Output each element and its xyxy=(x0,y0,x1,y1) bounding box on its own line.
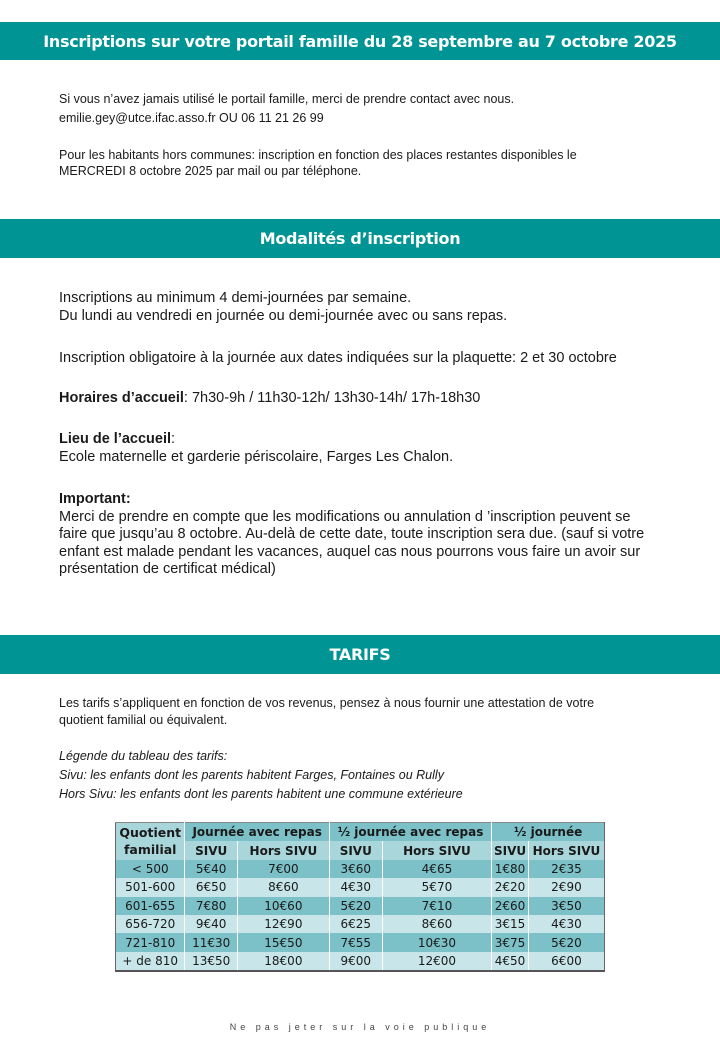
price-cell: 2€35 xyxy=(528,860,604,878)
modalites-line: Du lundi au vendredi en journée ou demi-journée avec ou sans repas. xyxy=(59,308,508,324)
price-cell: 2€20 xyxy=(492,878,529,896)
price-cell: 11€30 xyxy=(185,933,237,951)
price-cell: 6€25 xyxy=(329,915,382,933)
price-cell: 5€20 xyxy=(528,933,604,951)
price-cell: 10€30 xyxy=(382,933,492,951)
intro-hors-communes xyxy=(59,147,679,179)
price-cell: 6€00 xyxy=(528,952,604,971)
price-cell: 13€50 xyxy=(185,952,237,971)
quotient-cell: 501-600 xyxy=(116,878,185,896)
legend-sivu: Sivu: les enfants dont les parents habitent Farges, Fontaines ou Rully xyxy=(59,768,444,782)
quotient-header xyxy=(116,823,185,860)
price-cell: 2€60 xyxy=(492,897,529,915)
price-cell: 10€60 xyxy=(237,897,329,915)
sub-header: SIVU xyxy=(185,841,237,859)
price-cell: 1€80 xyxy=(492,860,529,878)
tarif-row xyxy=(116,897,605,915)
price-cell: 3€75 xyxy=(492,933,529,951)
quotient-header-line: Quotient xyxy=(119,825,182,841)
group-header: Journée avec repas xyxy=(185,823,329,842)
important-line: présentation de certificat médical) xyxy=(59,561,276,577)
important-line: Merci de prendre en compte que les modifications ou annulation d ’inscription peuvent se xyxy=(59,508,631,525)
price-cell: 7€00 xyxy=(237,860,329,878)
modalites-minimum xyxy=(59,289,679,325)
price-cell: 12€90 xyxy=(237,915,329,933)
tarifs-table xyxy=(115,822,605,972)
price-cell: 3€15 xyxy=(492,915,529,933)
price-cell: 5€20 xyxy=(329,897,382,915)
price-cell: 7€10 xyxy=(382,897,492,915)
price-cell: 7€55 xyxy=(329,933,382,951)
important-label: Important: xyxy=(59,491,131,507)
intro-line: Si vous n’avez jamais utilisé le portail famille, merci de prendre contact avec nous. xyxy=(59,92,515,106)
quotient-cell: < 500 xyxy=(116,860,185,878)
modalites-obligatoire xyxy=(59,349,679,367)
price-cell: 4€50 xyxy=(492,952,529,971)
tarif-row xyxy=(116,952,605,971)
lieu-label: Lieu de l’accueil xyxy=(59,431,172,447)
quotient-cell: 721-810 xyxy=(116,933,185,951)
contact-info[interactable]: emilie.gey@utce.ifac.asso.fr OU 06 11 21 26 99 xyxy=(59,111,324,125)
legend-title: Légende du tableau des tarifs: xyxy=(59,749,228,763)
quotient-cell: 601-655 xyxy=(116,897,185,915)
intro-line: Pour les habitants hors communes: inscription en fonction des places restantes disponibles le xyxy=(59,148,577,162)
price-cell: 3€50 xyxy=(528,897,604,915)
intro-contact xyxy=(59,91,679,127)
tarifs-intro-line: quotient familial ou équivalent. xyxy=(59,712,228,727)
price-cell: 8€60 xyxy=(382,915,492,933)
legend-hors-sivu: Hors Sivu: les enfants dont les parents habitent une commune extérieure xyxy=(59,787,463,801)
price-cell: 15€50 xyxy=(237,933,329,951)
modalites-line: Inscription obligatoire à la journée aux dates indiquées sur la plaquette: 2 et 30 octobre xyxy=(59,350,617,366)
price-cell: 5€70 xyxy=(382,878,492,896)
tarif-row xyxy=(116,915,605,933)
intro-line: MERCREDI 8 octobre 2025 par mail ou par téléphone. xyxy=(59,164,362,178)
sub-header: SIVU xyxy=(492,841,529,859)
price-cell: 7€80 xyxy=(185,897,237,915)
important-line: faire que jusqu’au 8 octobre. Au-delà de cette date, toute inscription sera due. (sauf si votre xyxy=(59,526,645,542)
tarif-row xyxy=(116,860,605,878)
tarifs-intro xyxy=(59,695,679,728)
lieu xyxy=(59,430,679,466)
tarifs-banner xyxy=(0,635,720,674)
price-cell: 6€50 xyxy=(185,878,237,896)
important xyxy=(59,491,679,579)
header-title: Inscriptions sur votre portail famille du 28 septembre au 7 octobre 2025 xyxy=(43,31,677,51)
tarifs-legend xyxy=(59,747,679,804)
price-cell: 9€40 xyxy=(185,915,237,933)
modalites-banner xyxy=(0,219,720,258)
price-cell: 18€00 xyxy=(237,952,329,971)
quotient-cell: 656-720 xyxy=(116,915,185,933)
important-line: enfant est malade pendant les vacances, auquel cas nous pourrons vous faire un avoir sur xyxy=(59,543,641,560)
sub-header: SIVU xyxy=(329,841,382,859)
modalites-line: Inscriptions au minimum 4 demi-journées par semaine. xyxy=(59,290,412,306)
quotient-cell: + de 810 xyxy=(116,952,185,971)
sub-header: Hors SIVU xyxy=(237,841,329,859)
tarif-row xyxy=(116,878,605,896)
lieu-colon: : xyxy=(171,431,176,447)
price-cell: 4€65 xyxy=(382,860,492,878)
tarif-row xyxy=(116,933,605,951)
lieu-value: Ecole maternelle et garderie périscolaire, Farges Les Chalon. xyxy=(59,449,454,465)
group-header: ½ journée xyxy=(492,823,605,842)
tarifs-title: TARIFS xyxy=(329,645,391,664)
sub-header: Hors SIVU xyxy=(528,841,604,859)
price-cell: 9€00 xyxy=(329,952,382,971)
horaires-label: Horaires d’accueil xyxy=(59,390,184,406)
price-cell: 2€90 xyxy=(528,878,604,896)
price-cell: 3€60 xyxy=(329,860,382,878)
price-cell: 5€40 xyxy=(185,860,237,878)
header-banner xyxy=(0,22,720,60)
modalites-title: Modalités d’inscription xyxy=(259,229,461,248)
footer-notice: Ne pas jeter sur la voie publique xyxy=(229,1022,491,1032)
horaires-value: : 7h30-9h / 11h30-12h/ 13h30-14h/ 17h-18h30 xyxy=(183,390,481,406)
price-cell: 4€30 xyxy=(528,915,604,933)
group-header: ½ journée avec repas xyxy=(329,823,491,842)
price-cell: 4€30 xyxy=(329,878,382,896)
horaires xyxy=(59,389,679,407)
sub-header: Hors SIVU xyxy=(382,841,492,859)
quotient-header-line: familial xyxy=(123,842,177,858)
price-cell: 8€60 xyxy=(237,878,329,896)
tarifs-intro-line: Les tarifs s’appliquent en fonction de vos revenus, pensez à nous fournir une attestation de votre xyxy=(59,696,595,710)
price-cell: 12€00 xyxy=(382,952,492,971)
